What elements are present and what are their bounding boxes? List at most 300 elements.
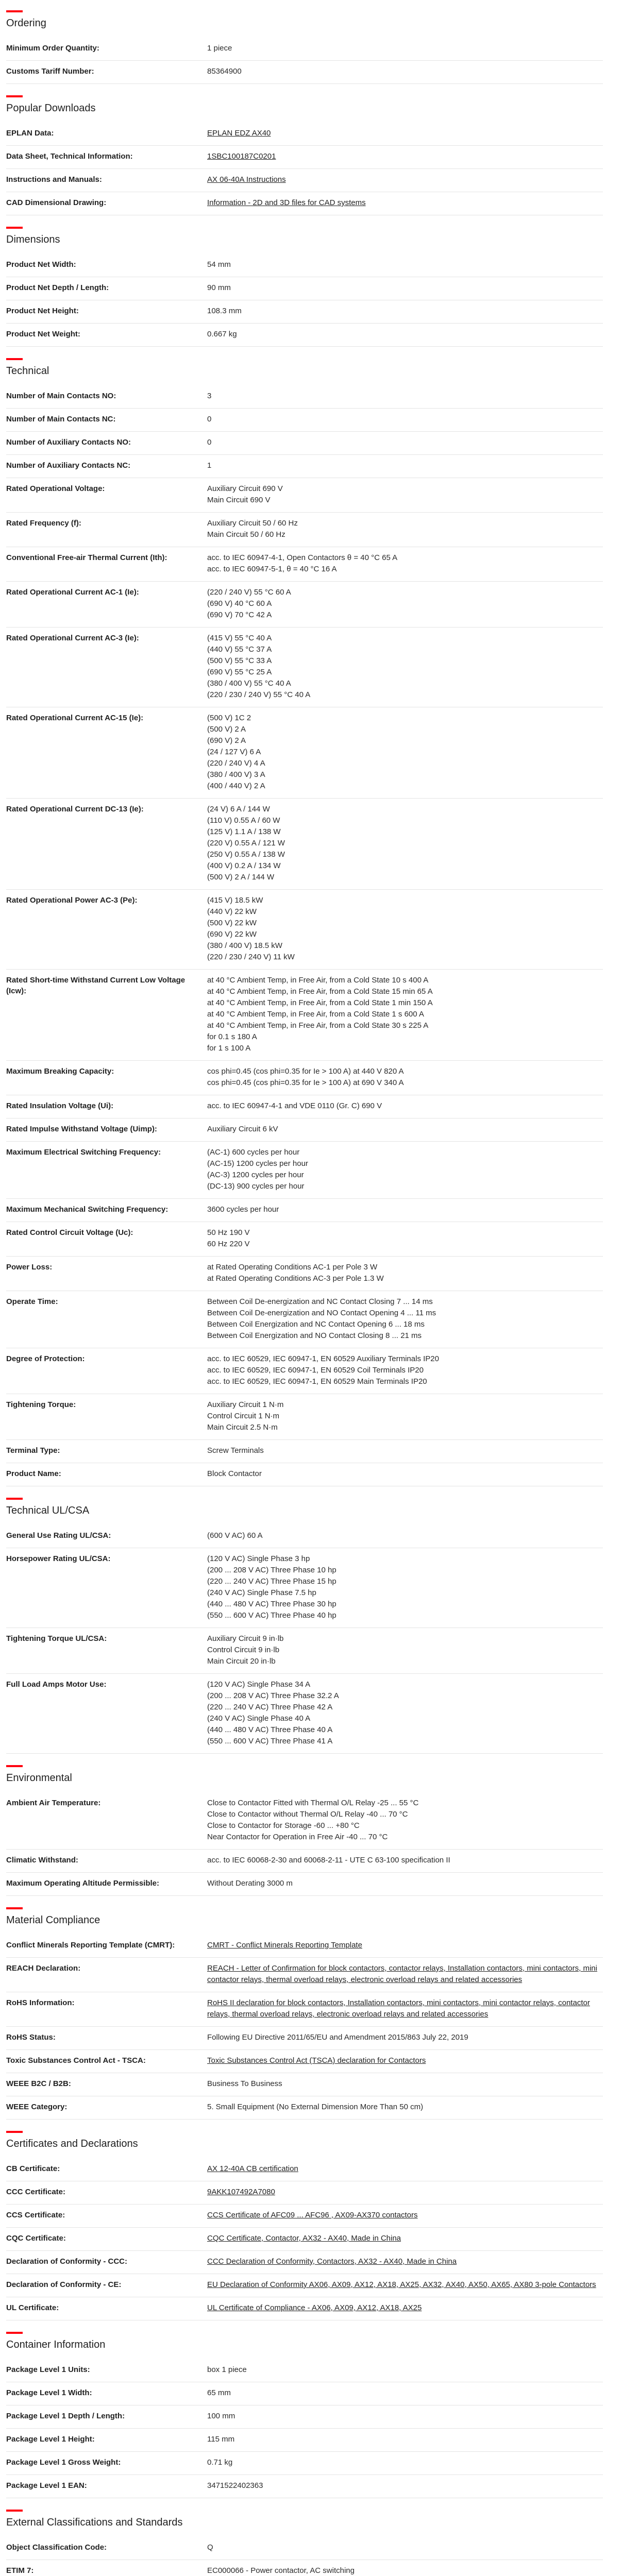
spec-value-line: (120 V AC) Single Phase 3 hp bbox=[207, 1554, 310, 1563]
spec-value-link[interactable]: RoHS II declaration for block contactors, Installation contactors, mini contactors, mini contactor relays, contactor relays, thermal overload relays, electronic overload relays and related accessories bbox=[207, 1998, 590, 2019]
spec-label: CAD Dimensional Drawing: bbox=[6, 198, 107, 207]
spec-value-line: at Rated Operating Conditions AC-1 per Pole 3 W bbox=[207, 1263, 378, 1272]
spec-value-link[interactable]: UL Certificate of Compliance - AX06, AX09, AX12, AX18, AX25 bbox=[207, 2303, 422, 2312]
spec-value bbox=[207, 1445, 603, 1456]
spec-row-object-classification-code bbox=[6, 2537, 603, 2560]
spec-row-rated-operational-current-ac-15-ie bbox=[6, 707, 603, 799]
spec-label: Toxic Substances Control Act - TSCA: bbox=[6, 2056, 146, 2065]
spec-value-line: (415 V) 18.5 kW bbox=[207, 896, 263, 905]
spec-value-line: (125 V) 1.1 A / 138 W bbox=[207, 827, 281, 836]
section-environmental bbox=[6, 1765, 603, 1896]
section-accent-bar bbox=[6, 95, 23, 97]
spec-value-line: (24 / 127 V) 6 A bbox=[207, 748, 261, 756]
spec-value bbox=[207, 2233, 603, 2244]
section-title: Container Information bbox=[6, 2339, 106, 2350]
spec-label: Rated Frequency (f): bbox=[6, 519, 81, 528]
spec-value-link[interactable]: REACH - Letter of Confirmation for block contactors, contactor relays, Installation contactors, mini contactors, mini contactor relays, thermal overload relays, electronic overload relays and related accessories bbox=[207, 1964, 597, 1984]
spec-value bbox=[207, 1296, 603, 1342]
section-technical bbox=[6, 358, 603, 1486]
spec-value-line: (380 / 400 V) 55 °C 40 A bbox=[207, 679, 291, 688]
spec-label: REACH Declaration: bbox=[6, 1964, 81, 1973]
section-accent-bar bbox=[6, 2131, 23, 2133]
spec-row-product-net-height bbox=[6, 300, 603, 324]
spec-label: CCC Certificate: bbox=[6, 2188, 66, 2196]
spec-value-line: Between Coil Energization and NO Contact Closing 8 ... 21 ms bbox=[207, 1331, 422, 1340]
spec-value-link[interactable]: CQC Certificate, Contactor, AX32 - AX40, Made in China bbox=[207, 2234, 401, 2243]
spec-value-line: Close to Contactor for Storage -60 ... +80 °C bbox=[207, 1821, 360, 1830]
spec-row-general-use-rating-ul-csa bbox=[6, 1525, 603, 1548]
spec-value-line: Near Contactor for Operation in Free Air -40 ... 70 °C bbox=[207, 1833, 388, 1841]
spec-value-link[interactable]: CCC Declaration of Conformity, Contactors, AX32 - AX40, Made in China bbox=[207, 2257, 457, 2266]
spec-value bbox=[207, 197, 603, 209]
spec-label: Package Level 1 Height: bbox=[6, 2435, 95, 2444]
spec-row-rated-frequency-f bbox=[6, 513, 603, 547]
spec-value bbox=[207, 2055, 603, 2066]
spec-value-link[interactable]: Toxic Substances Control Act (TSCA) declaration for Contactors bbox=[207, 2056, 426, 2065]
section-accent-bar bbox=[6, 2510, 23, 2512]
spec-label: Number of Auxiliary Contacts NO: bbox=[6, 438, 131, 447]
spec-value bbox=[207, 1227, 603, 1250]
spec-value bbox=[207, 2210, 603, 2221]
spec-value-line: acc. to IEC 60529, IEC 60947-1, EN 60529 Coil Terminals IP20 bbox=[207, 1366, 424, 1375]
spec-value bbox=[207, 259, 603, 270]
section-external-classifications-and-standards bbox=[6, 2510, 603, 2576]
section-accent-bar bbox=[6, 1907, 23, 1909]
spec-value bbox=[207, 1147, 603, 1192]
spec-value-line: (550 ... 600 V AC) Three Phase 40 hp bbox=[207, 1611, 337, 1620]
spec-label: Ambient Air Temperature: bbox=[6, 1799, 101, 1807]
spec-value bbox=[207, 2187, 603, 2198]
spec-label: Instructions and Manuals: bbox=[6, 175, 102, 184]
spec-row-terminal-type bbox=[6, 1440, 603, 1463]
section-title: Dimensions bbox=[6, 234, 60, 245]
spec-value-line: cos phi=0.45 (cos phi=0.35 for Ie > 100 A) at 690 V 340 A bbox=[207, 1078, 404, 1087]
spec-value bbox=[207, 2279, 603, 2291]
spec-label: Horsepower Rating UL/CSA: bbox=[6, 1554, 111, 1563]
spec-value-line: 0 bbox=[207, 438, 212, 447]
spec-value-line: Main Circuit 50 / 60 Hz bbox=[207, 530, 285, 539]
spec-value-line: (200 ... 208 V AC) Three Phase 32.2 A bbox=[207, 1691, 339, 1700]
spec-value-line: (500 V) 2 A bbox=[207, 725, 246, 734]
spec-value bbox=[207, 2387, 603, 2399]
spec-value-line: at Rated Operating Conditions AC-3 per Pole 1.3 W bbox=[207, 1274, 384, 1283]
spec-label: Tightening Torque UL/CSA: bbox=[6, 1634, 107, 1643]
spec-value bbox=[207, 2542, 603, 2553]
spec-value-line: (240 V AC) Single Phase 40 A bbox=[207, 1714, 311, 1723]
spec-value-line: Auxiliary Circuit 9 in·lb bbox=[207, 1634, 284, 1643]
section-title: Popular Downloads bbox=[6, 103, 96, 114]
spec-value-line: 100 mm bbox=[207, 2412, 236, 2420]
spec-label: Maximum Electrical Switching Frequency: bbox=[6, 1148, 161, 1157]
spec-value bbox=[207, 1997, 603, 2020]
spec-value bbox=[207, 1100, 603, 1112]
spec-label: Maximum Breaking Capacity: bbox=[6, 1067, 114, 1076]
spec-row-minimum-order-quantity bbox=[6, 38, 603, 61]
spec-value-line: for 0.1 s 180 A bbox=[207, 1032, 257, 1041]
spec-value bbox=[207, 1530, 603, 1541]
spec-label: UL Certificate: bbox=[6, 2303, 59, 2312]
spec-value-line: cos phi=0.45 (cos phi=0.35 for Ie > 100 A) at 440 V 820 A bbox=[207, 1067, 404, 1076]
spec-value-line: (440 V) 55 °C 37 A bbox=[207, 645, 272, 654]
spec-row-weee-category bbox=[6, 2096, 603, 2120]
spec-value bbox=[207, 306, 603, 317]
section-accent-bar bbox=[6, 1765, 23, 1767]
spec-value-line: (400 / 440 V) 2 A bbox=[207, 782, 265, 790]
spec-value-line: 3471522402363 bbox=[207, 2481, 263, 2490]
spec-value bbox=[207, 2565, 603, 2576]
spec-value-line: (500 V) 2 A / 144 W bbox=[207, 873, 275, 882]
spec-value bbox=[207, 282, 603, 294]
spec-value-line: 65 mm bbox=[207, 2388, 231, 2397]
spec-value-line: (600 V AC) 60 A bbox=[207, 1531, 263, 1540]
spec-value bbox=[207, 2364, 603, 2376]
spec-value bbox=[207, 1679, 603, 1747]
spec-label: Full Load Amps Motor Use: bbox=[6, 1680, 107, 1689]
spec-value bbox=[207, 2078, 603, 2090]
spec-row-tightening-torque bbox=[6, 1394, 603, 1440]
spec-row-product-name bbox=[6, 1463, 603, 1486]
spec-value-line: at 40 °C Ambient Temp, in Free Air, from a Cold State 10 s 400 A bbox=[207, 976, 429, 985]
spec-value bbox=[207, 2411, 603, 2422]
spec-row-horsepower-rating-ul-csa bbox=[6, 1548, 603, 1628]
spec-row-conflict-minerals-reporting-template-cmrt bbox=[6, 1935, 603, 1958]
spec-label: Rated Short-time Withstand Current Low Voltage (Icw): bbox=[6, 976, 186, 995]
spec-row-package-level-1-width bbox=[6, 2382, 603, 2405]
section-accent-bar bbox=[6, 2332, 23, 2334]
spec-value bbox=[207, 1399, 603, 1433]
section-container-information bbox=[6, 2332, 603, 2498]
spec-value-line: Q bbox=[207, 2543, 213, 2552]
spec-row-package-level-1-height bbox=[6, 2429, 603, 2452]
spec-row-ccs-certificate bbox=[6, 2205, 603, 2228]
spec-value bbox=[207, 2302, 603, 2314]
spec-value bbox=[207, 1353, 603, 1387]
spec-value-line: (AC-3) 1200 cycles per hour bbox=[207, 1171, 304, 1179]
spec-row-reach-declaration bbox=[6, 1958, 603, 1992]
section-title: External Classifications and Standards bbox=[6, 2517, 183, 2528]
spec-label: Package Level 1 Width: bbox=[6, 2388, 92, 2397]
spec-value bbox=[207, 329, 603, 340]
spec-label: Climatic Withstand: bbox=[6, 1856, 78, 1865]
spec-row-rated-operational-current-ac-3-ie bbox=[6, 628, 603, 707]
spec-row-rated-impulse-withstand-voltage-uimp bbox=[6, 1118, 603, 1142]
spec-value bbox=[207, 713, 603, 792]
spec-value-link[interactable]: Information - 2D and 3D files for CAD systems bbox=[207, 198, 366, 207]
spec-value bbox=[207, 1855, 603, 1866]
spec-value-link[interactable]: AX 12-40A CB certification bbox=[207, 2164, 298, 2173]
spec-value-line: (220 ... 240 V AC) Three Phase 15 hp bbox=[207, 1577, 337, 1586]
spec-value bbox=[207, 518, 603, 540]
spec-value-line: 5. Small Equipment (No External Dimension More Than 50 cm) bbox=[207, 2103, 424, 2111]
spec-label: RoHS Status: bbox=[6, 2033, 56, 2042]
spec-value-line: Between Coil De-energization and NO Contact Opening 4 ... 11 ms bbox=[207, 1309, 436, 1317]
spec-row-customs-tariff-number bbox=[6, 61, 603, 84]
spec-label: ETIM 7: bbox=[6, 2566, 34, 2575]
spec-label: Maximum Operating Altitude Permissible: bbox=[6, 1879, 160, 1888]
spec-value-line: (120 V AC) Single Phase 34 A bbox=[207, 1680, 311, 1689]
spec-row-rated-control-circuit-voltage-uc bbox=[6, 1222, 603, 1257]
spec-value-line: Main Circuit 20 in·lb bbox=[207, 1657, 276, 1666]
spec-row-eplan-data bbox=[6, 123, 603, 146]
section-dimensions bbox=[6, 227, 603, 347]
spec-label: Minimum Order Quantity: bbox=[6, 44, 99, 53]
spec-value-line: (AC-1) 600 cycles per hour bbox=[207, 1148, 300, 1157]
spec-value-link[interactable]: CMRT - Conflict Minerals Reporting Template bbox=[207, 1941, 362, 1950]
spec-value-line: 0 bbox=[207, 415, 212, 423]
spec-value bbox=[207, 483, 603, 506]
spec-row-rated-insulation-voltage-ui bbox=[6, 1095, 603, 1118]
spec-value bbox=[207, 1633, 603, 1667]
spec-row-toxic-substances-control-act-tsca bbox=[6, 2050, 603, 2073]
spec-value bbox=[207, 1066, 603, 1089]
spec-value bbox=[207, 1124, 603, 1135]
spec-value bbox=[207, 2032, 603, 2043]
spec-value bbox=[207, 2434, 603, 2445]
spec-label: Operate Time: bbox=[6, 1297, 58, 1306]
spec-value bbox=[207, 151, 603, 162]
section-title: Certificates and Declarations bbox=[6, 2138, 138, 2149]
spec-value bbox=[207, 2256, 603, 2267]
spec-value-line: (690 V) 55 °C 25 A bbox=[207, 668, 272, 676]
spec-value bbox=[207, 460, 603, 471]
spec-row-rohs-status bbox=[6, 2027, 603, 2050]
spec-row-declaration-of-conformity-ccc bbox=[6, 2251, 603, 2274]
spec-value bbox=[207, 414, 603, 425]
spec-value-link[interactable]: 1SBC100187C0201 bbox=[207, 152, 276, 161]
section-title: Environmental bbox=[6, 1772, 72, 1784]
spec-value bbox=[207, 437, 603, 448]
spec-value bbox=[207, 1963, 603, 1986]
spec-value-line: (500 V) 55 °C 33 A bbox=[207, 656, 272, 665]
spec-value-line: acc. to IEC 60068-2-30 and 60068-2-11 - UTE C 63-100 specification II bbox=[207, 1856, 450, 1865]
spec-label: Package Level 1 Depth / Length: bbox=[6, 2412, 125, 2420]
spec-label: Number of Main Contacts NO: bbox=[6, 392, 116, 400]
spec-row-maximum-breaking-capacity bbox=[6, 1061, 603, 1095]
spec-value bbox=[207, 552, 603, 575]
spec-label: Package Level 1 Units: bbox=[6, 2365, 90, 2374]
section-title: Technical bbox=[6, 365, 49, 377]
spec-value-link[interactable]: EU Declaration of Conformity AX06, AX09, AX12, AX18, AX25, AX32, AX40, AX50, AX65, AX80 3-pole Contactors bbox=[207, 2280, 596, 2289]
spec-label: Tightening Torque: bbox=[6, 1400, 76, 1409]
spec-label: Product Net Depth / Length: bbox=[6, 283, 109, 292]
section-title: Technical UL/CSA bbox=[6, 1505, 90, 1516]
spec-value-line: (220 / 240 V) 4 A bbox=[207, 759, 265, 768]
spec-row-rated-operational-current-ac-1-ie bbox=[6, 582, 603, 628]
spec-value-line: at 40 °C Ambient Temp, in Free Air, from a Cold State 15 min 65 A bbox=[207, 987, 433, 996]
spec-value-line: 108.3 mm bbox=[207, 307, 242, 315]
spec-row-product-net-weight bbox=[6, 324, 603, 347]
spec-value-line: (220 / 230 / 240 V) 55 °C 40 A bbox=[207, 690, 311, 699]
spec-value-line: acc. to IEC 60947-4-1, Open Contactors θ = 40 °C 65 A bbox=[207, 553, 398, 562]
spec-value-link[interactable]: 9AKK107492A7080 bbox=[207, 2188, 275, 2196]
spec-value-line: Control Circuit 1 N·m bbox=[207, 1412, 280, 1420]
spec-label: Rated Operational Current AC-15 (Ie): bbox=[6, 714, 144, 722]
spec-row-package-level-1-units bbox=[6, 2359, 603, 2382]
spec-value bbox=[207, 2102, 603, 2113]
spec-row-cb-certificate bbox=[6, 2158, 603, 2181]
spec-row-package-level-1-depth-length bbox=[6, 2405, 603, 2429]
spec-value-line: acc. to IEC 60947-5-1, θ = 40 °C 16 A bbox=[207, 565, 337, 573]
section-ordering bbox=[6, 10, 603, 84]
spec-value bbox=[207, 43, 603, 54]
spec-row-package-level-1-ean bbox=[6, 2475, 603, 2498]
spec-row-ambient-air-temperature bbox=[6, 1792, 603, 1850]
spec-value-line: Close to Contactor Fitted with Thermal O/L Relay -25 ... 55 °C bbox=[207, 1799, 419, 1807]
spec-label: Product Name: bbox=[6, 1469, 61, 1478]
spec-row-climatic-withstand bbox=[6, 1850, 603, 1873]
spec-value-line: Block Contactor bbox=[207, 1469, 262, 1478]
spec-value-line: Without Derating 3000 m bbox=[207, 1879, 293, 1888]
spec-value-line: (400 V) 0.2 A / 134 W bbox=[207, 861, 281, 870]
section-accent-bar bbox=[6, 358, 23, 360]
spec-row-cad-dimensional-drawing bbox=[6, 192, 603, 215]
spec-value-line: 1 piece bbox=[207, 44, 232, 53]
spec-label: Rated Operational Current AC-3 (Ie): bbox=[6, 634, 139, 642]
spec-row-weee-b2c-b2b bbox=[6, 2073, 603, 2096]
spec-value bbox=[207, 1798, 603, 1843]
spec-value bbox=[207, 2457, 603, 2468]
spec-row-maximum-mechanical-switching-frequency bbox=[6, 1199, 603, 1222]
spec-value-line: 90 mm bbox=[207, 283, 231, 292]
spec-value-line: (220 ... 240 V AC) Three Phase 42 A bbox=[207, 1703, 333, 1711]
section-title: Material Compliance bbox=[6, 1914, 100, 1926]
spec-row-rated-short-time-withstand-current-low-voltage-icw bbox=[6, 970, 603, 1061]
spec-value-line: (550 ... 600 V AC) Three Phase 41 A bbox=[207, 1737, 333, 1745]
spec-value-line: Business To Business bbox=[207, 2079, 282, 2088]
spec-label: Conflict Minerals Reporting Template (CMRT): bbox=[6, 1941, 175, 1950]
spec-value-line: Main Circuit 690 V bbox=[207, 496, 271, 504]
spec-value-line: (440 ... 480 V AC) Three Phase 40 A bbox=[207, 1725, 333, 1734]
spec-label: Degree of Protection: bbox=[6, 1354, 85, 1363]
spec-value-line: (110 V) 0.55 A / 60 W bbox=[207, 816, 280, 825]
spec-value-line: 115 mm bbox=[207, 2435, 235, 2444]
spec-label: Declaration of Conformity - CCC: bbox=[6, 2257, 128, 2266]
spec-label: Package Level 1 EAN: bbox=[6, 2481, 87, 2490]
spec-value bbox=[207, 1878, 603, 1889]
spec-value bbox=[207, 587, 603, 621]
spec-value-line: 50 Hz 190 V bbox=[207, 1228, 250, 1237]
spec-value bbox=[207, 975, 603, 1054]
spec-label: WEEE B2C / B2B: bbox=[6, 2079, 71, 2088]
spec-value-line: (240 V AC) Single Phase 7.5 hp bbox=[207, 1588, 316, 1597]
spec-label: Rated Insulation Voltage (Ui): bbox=[6, 1101, 114, 1110]
spec-label: Number of Main Contacts NC: bbox=[6, 415, 116, 423]
spec-row-data-sheet-technical-information bbox=[6, 146, 603, 169]
spec-label: Rated Impulse Withstand Voltage (Uimp): bbox=[6, 1125, 157, 1133]
spec-value-link[interactable]: EPLAN EDZ AX40 bbox=[207, 129, 271, 138]
spec-value bbox=[207, 1262, 603, 1284]
spec-value-line: Main Circuit 2.5 N·m bbox=[207, 1423, 278, 1432]
spec-label: EPLAN Data: bbox=[6, 129, 54, 138]
spec-row-product-net-depth-length bbox=[6, 277, 603, 300]
spec-value bbox=[207, 895, 603, 963]
spec-label: Object Classification Code: bbox=[6, 2543, 107, 2552]
spec-value-line: Auxiliary Circuit 50 / 60 Hz bbox=[207, 519, 298, 528]
spec-value-line: Between Coil Energization and NC Contact Opening 6 ... 18 ms bbox=[207, 1320, 425, 1329]
spec-value-line: (500 V) 22 kW bbox=[207, 919, 257, 927]
spec-row-package-level-1-gross-weight bbox=[6, 2452, 603, 2475]
spec-row-declaration-of-conformity-ce bbox=[6, 2274, 603, 2297]
spec-row-ul-certificate bbox=[6, 2297, 603, 2320]
spec-value-line: (500 V) 1C 2 bbox=[207, 714, 251, 722]
spec-row-cqc-certificate bbox=[6, 2228, 603, 2251]
spec-label: Maximum Mechanical Switching Frequency: bbox=[6, 1205, 169, 1214]
spec-value bbox=[207, 804, 603, 883]
spec-value-line: for 1 s 100 A bbox=[207, 1044, 251, 1053]
spec-value-line: Auxiliary Circuit 1 N·m bbox=[207, 1400, 284, 1409]
spec-row-rohs-information bbox=[6, 1992, 603, 2027]
spec-row-number-of-auxiliary-contacts-no bbox=[6, 432, 603, 455]
spec-value-line: acc. to IEC 60947-4-1 and VDE 0110 (Gr. C) 690 V bbox=[207, 1101, 382, 1110]
spec-label: Rated Operational Voltage: bbox=[6, 484, 105, 493]
spec-row-maximum-operating-altitude-permissible bbox=[6, 1873, 603, 1896]
spec-value-line: (690 V) 70 °C 42 A bbox=[207, 611, 272, 619]
spec-label: General Use Rating UL/CSA: bbox=[6, 1531, 111, 1540]
spec-label: Rated Operational Current AC-1 (Ie): bbox=[6, 588, 139, 597]
section-accent-bar bbox=[6, 10, 23, 12]
spec-value bbox=[207, 391, 603, 402]
spec-value-line: 85364900 bbox=[207, 67, 242, 76]
spec-label: CQC Certificate: bbox=[6, 2234, 66, 2243]
spec-row-tightening-torque-ul-csa bbox=[6, 1628, 603, 1674]
spec-value-line: 0.667 kg bbox=[207, 330, 237, 338]
spec-row-maximum-electrical-switching-frequency bbox=[6, 1142, 603, 1199]
spec-value-line: (220 / 240 V) 55 °C 60 A bbox=[207, 588, 291, 597]
spec-label: Terminal Type: bbox=[6, 1446, 60, 1455]
section-title: Ordering bbox=[6, 18, 46, 29]
spec-value-line: (440 ... 480 V AC) Three Phase 30 hp bbox=[207, 1600, 337, 1608]
spec-value-line: 60 Hz 220 V bbox=[207, 1240, 250, 1248]
spec-value-line: 3600 cycles per hour bbox=[207, 1205, 279, 1214]
spec-label: WEEE Category: bbox=[6, 2103, 68, 2111]
spec-value-line: (200 ... 208 V AC) Three Phase 10 hp bbox=[207, 1566, 337, 1574]
spec-value-line: (220 V) 0.55 A / 121 W bbox=[207, 839, 285, 848]
spec-row-degree-of-protection bbox=[6, 1348, 603, 1394]
spec-value-line: Auxiliary Circuit 6 kV bbox=[207, 1125, 278, 1133]
spec-value-link[interactable]: CCS Certificate of AFC09 ... AFC96 , AX09-AX370 contactors bbox=[207, 2211, 418, 2219]
spec-label: RoHS Information: bbox=[6, 1998, 75, 2007]
spec-row-conventional-free-air-thermal-current-ith bbox=[6, 547, 603, 582]
spec-label: Power Loss: bbox=[6, 1263, 53, 1272]
spec-value-line: (415 V) 55 °C 40 A bbox=[207, 634, 272, 642]
spec-label: Rated Operational Current DC-13 (Ie): bbox=[6, 805, 144, 814]
spec-value-line: 3 bbox=[207, 392, 212, 400]
spec-value-line: Close to Contactor without Thermal O/L Relay -40 ... 70 °C bbox=[207, 1810, 408, 1819]
spec-label: Number of Auxiliary Contacts NC: bbox=[6, 461, 131, 470]
spec-row-number-of-auxiliary-contacts-nc bbox=[6, 455, 603, 478]
spec-row-rated-operational-power-ac-3-pe bbox=[6, 890, 603, 970]
spec-value-line: (440 V) 22 kW bbox=[207, 907, 257, 916]
spec-value-line: Following EU Directive 2011/65/EU and Amendment 2015/863 July 22, 2019 bbox=[207, 2033, 468, 2042]
spec-value bbox=[207, 1940, 603, 1951]
section-material-compliance bbox=[6, 1907, 603, 2120]
spec-value bbox=[207, 174, 603, 185]
spec-value-line: (690 V) 22 kW bbox=[207, 930, 257, 939]
spec-row-etim-7 bbox=[6, 2560, 603, 2576]
spec-value bbox=[207, 2480, 603, 2492]
spec-value bbox=[207, 633, 603, 701]
spec-value-line: EC000066 - Power contactor, AC switching bbox=[207, 2566, 355, 2575]
spec-value-line: (690 V) 40 °C 60 A bbox=[207, 599, 272, 608]
spec-value-line: Auxiliary Circuit 690 V bbox=[207, 484, 283, 493]
spec-value-link[interactable]: AX 06-40A Instructions bbox=[207, 175, 286, 184]
spec-label: Product Net Weight: bbox=[6, 330, 80, 338]
spec-value bbox=[207, 128, 603, 139]
spec-label: CB Certificate: bbox=[6, 2164, 60, 2173]
section-popular-downloads bbox=[6, 95, 603, 215]
spec-row-rated-operational-voltage bbox=[6, 478, 603, 513]
spec-value-line: at 40 °C Ambient Temp, in Free Air, from a Cold State 30 s 225 A bbox=[207, 1021, 429, 1030]
